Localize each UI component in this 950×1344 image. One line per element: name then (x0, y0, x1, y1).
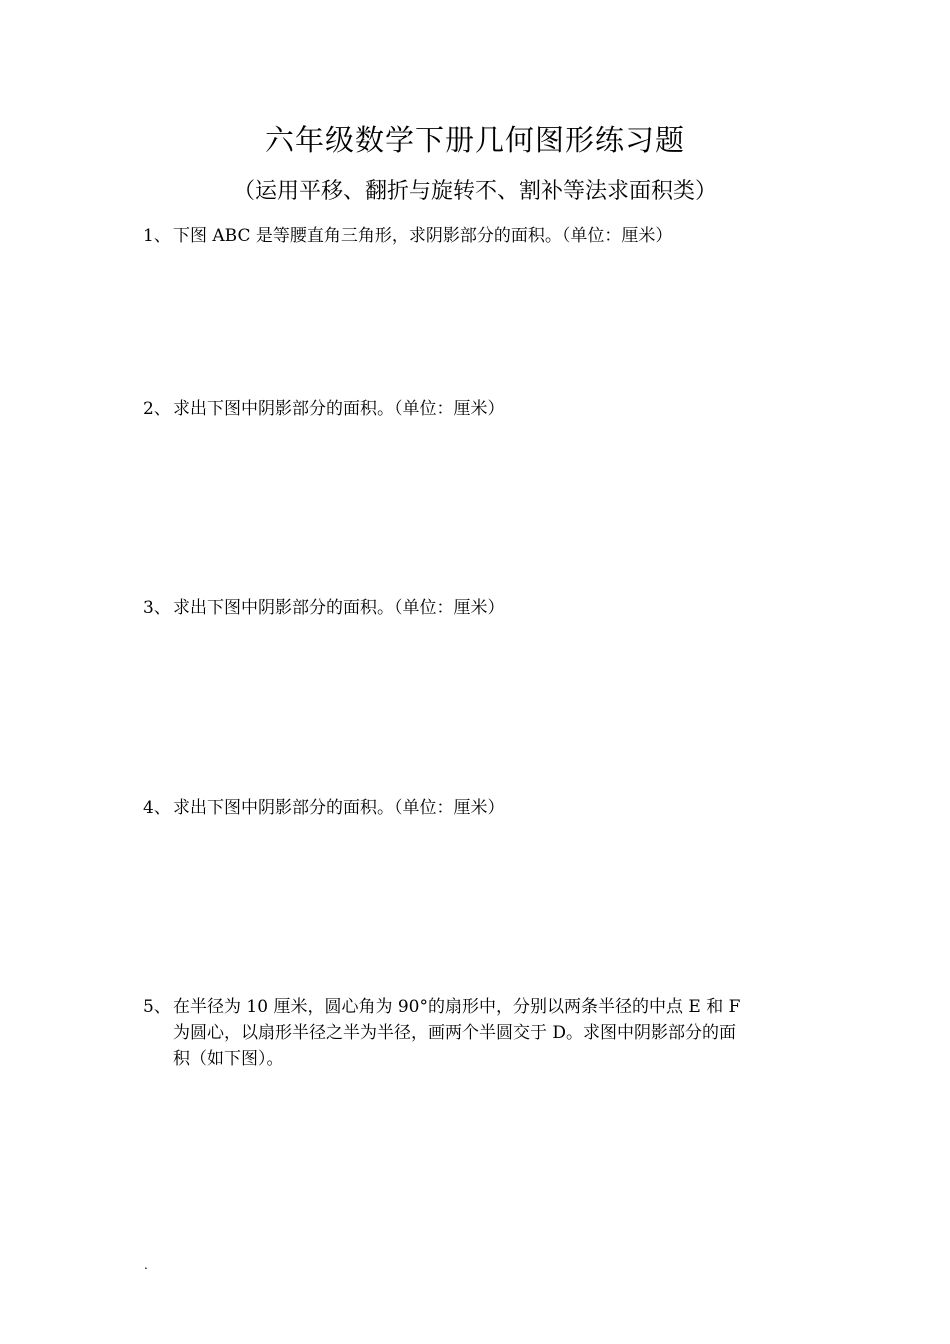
question-3-number: 3、 (143, 598, 171, 618)
question-3-text: 求出下图中阴影部分的面积。（单位：厘米） (173, 598, 505, 618)
document-subtitle: （运用平移、翻折与旋转不、割补等法求面积类） (232, 179, 717, 204)
question-5-text-line-2: 为圆心，以扇形半径之半为半径，画两个半圆交于 D。求图中阴影部分的面 (173, 1023, 737, 1043)
question-2-number: 2、 (143, 399, 171, 419)
question-4-number: 4、 (143, 798, 171, 818)
question-5-number: 5、 (143, 997, 171, 1017)
question-5-text-line-3: 积（如下图）。 (173, 1049, 284, 1069)
question-5-text-line-1: 在半径为 10 厘米，圆心角为 90°的扇形中，分别以两条半径的中点 E 和 F (173, 997, 741, 1017)
question-5-line-1 (143, 994, 813, 1020)
question-2 (143, 396, 823, 422)
question-2-text: 求出下图中阴影部分的面积。（单位：厘米） (173, 399, 505, 419)
footer-mark: . (144, 1258, 148, 1272)
question-5 (143, 994, 813, 1072)
question-4 (143, 795, 823, 821)
document-title: 六年级数学下册几何图形练习题 (264, 123, 685, 157)
question-1-number: 1、 (143, 226, 171, 246)
question-1 (143, 223, 823, 249)
question-4-text: 求出下图中阴影部分的面积。（单位：厘米） (173, 798, 505, 818)
question-1-text: 下图 ABC 是等腰直角三角形，求阴影部分的面积。（单位：厘米） (173, 226, 673, 246)
question-3 (143, 595, 823, 621)
